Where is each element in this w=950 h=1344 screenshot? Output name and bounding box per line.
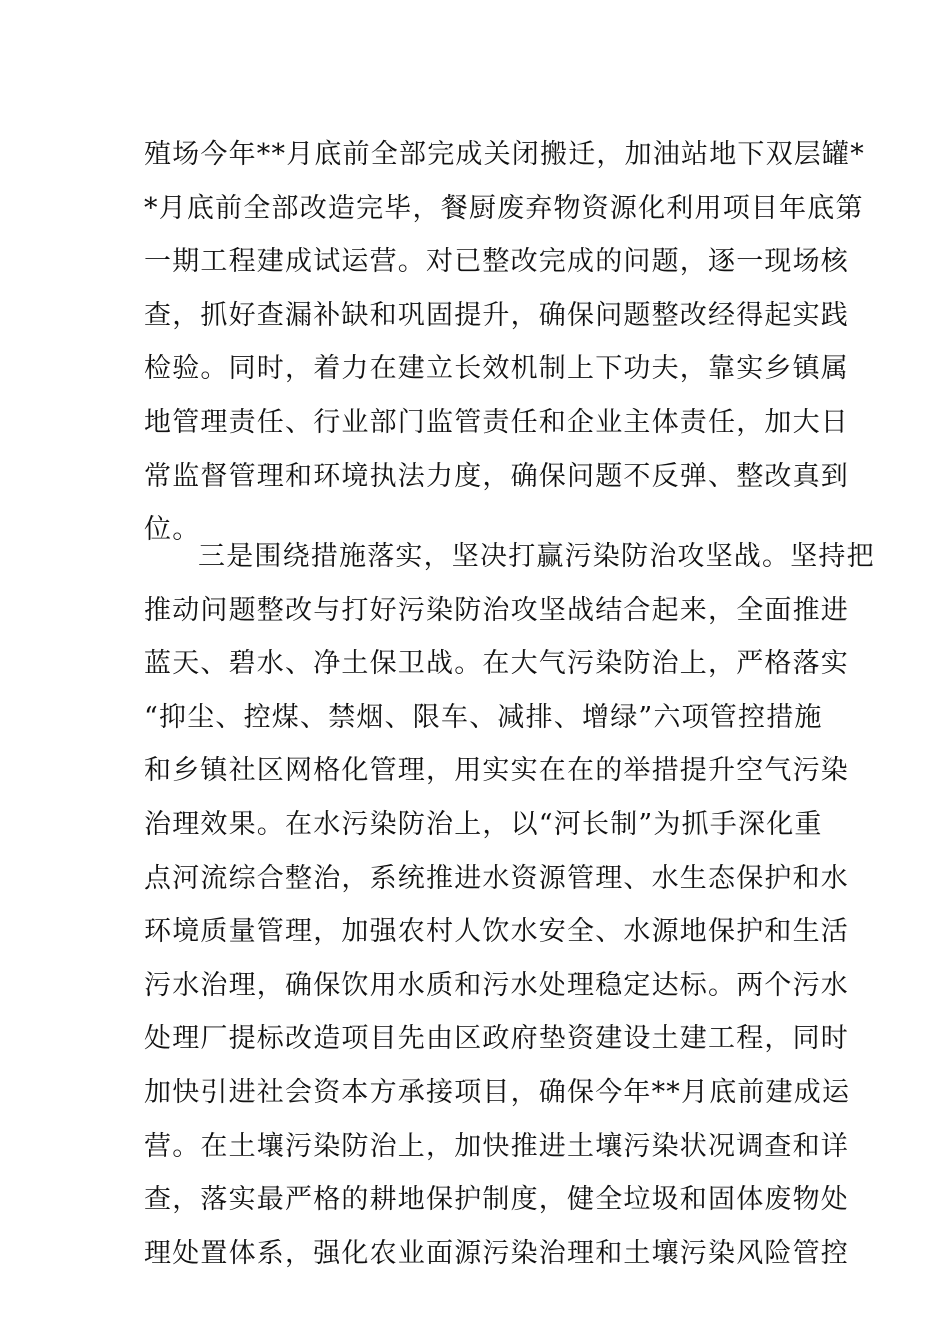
paragraph-line: 污水治理，确保饮用水质和污水处理稳定达标。两个污水 — [144, 969, 849, 1001]
paragraph-2 — [144, 530, 875, 1280]
paragraph-line: 加快引进社会资本方承接项目，确保今年**月底前建成运 — [144, 1076, 851, 1108]
paragraph-line: 常监督管理和环境执法力度，确保问题不反弹、整改真到 — [144, 460, 849, 492]
paragraph-line: *月底前全部改造完毕，餐厨废弃物资源化利用项目年底第 — [144, 192, 864, 224]
paragraph-line: 位。 — [144, 514, 201, 546]
paragraph-line: 点河流综合整治，系统推进水资源管理、水生态保护和水 — [144, 862, 849, 894]
paragraph-line: 地管理责任、行业部门监管责任和企业主体责任，加大日 — [144, 406, 849, 438]
paragraph-line: 三是围绕措施落实，坚决打赢污染防治攻坚战。坚持把 — [198, 541, 875, 572]
paragraph-line: 殖场今年**月底前全部完成关闭搬迁，加油站地下双层罐* — [144, 139, 865, 170]
paragraph-line: 理处置体系，强化农业面源污染治理和土壤污染风险管控 — [144, 1237, 849, 1269]
paragraph-line: 推动问题整改与打好污染防治攻坚战结合起来，全面推进 — [144, 594, 849, 626]
paragraph-line: 营。在土壤污染防治上，加快推进土壤污染状况调查和详 — [144, 1130, 849, 1162]
paragraph-line: “抑尘、控煤、禁烟、限车、减排、增绿”六项管控措施 — [144, 701, 823, 733]
paragraph-line: 查，落实最严格的耕地保护制度，健全垃圾和固体废物处 — [144, 1184, 849, 1216]
paragraph-line: 查，抓好查漏补缺和巩固提升，确保问题整改经得起实践 — [144, 299, 849, 331]
paragraph-line: 一期工程建成试运营。对已整改完成的问题，逐一现场核 — [144, 246, 849, 278]
paragraph-line: 环境质量管理，加强农村人饮水安全、水源地保护和生活 — [144, 916, 849, 948]
paragraph-line: 和乡镇社区网格化管理，用实实在在的举措提升空气污染 — [144, 755, 849, 787]
paragraph-line: 处理厂提标改造项目先由区政府垫资建设土建工程，同时 — [144, 1023, 849, 1055]
paragraph-line: 检验。同时，着力在建立长效机制上下功夫，靠实乡镇属 — [144, 353, 849, 385]
paragraph-line: 治理效果。在水污染防治上，以“河长制”为抓手深化重 — [144, 808, 823, 840]
paragraph-line: 蓝天、碧水、净土保卫战。在大气污染防治上，严格落实 — [144, 648, 849, 680]
